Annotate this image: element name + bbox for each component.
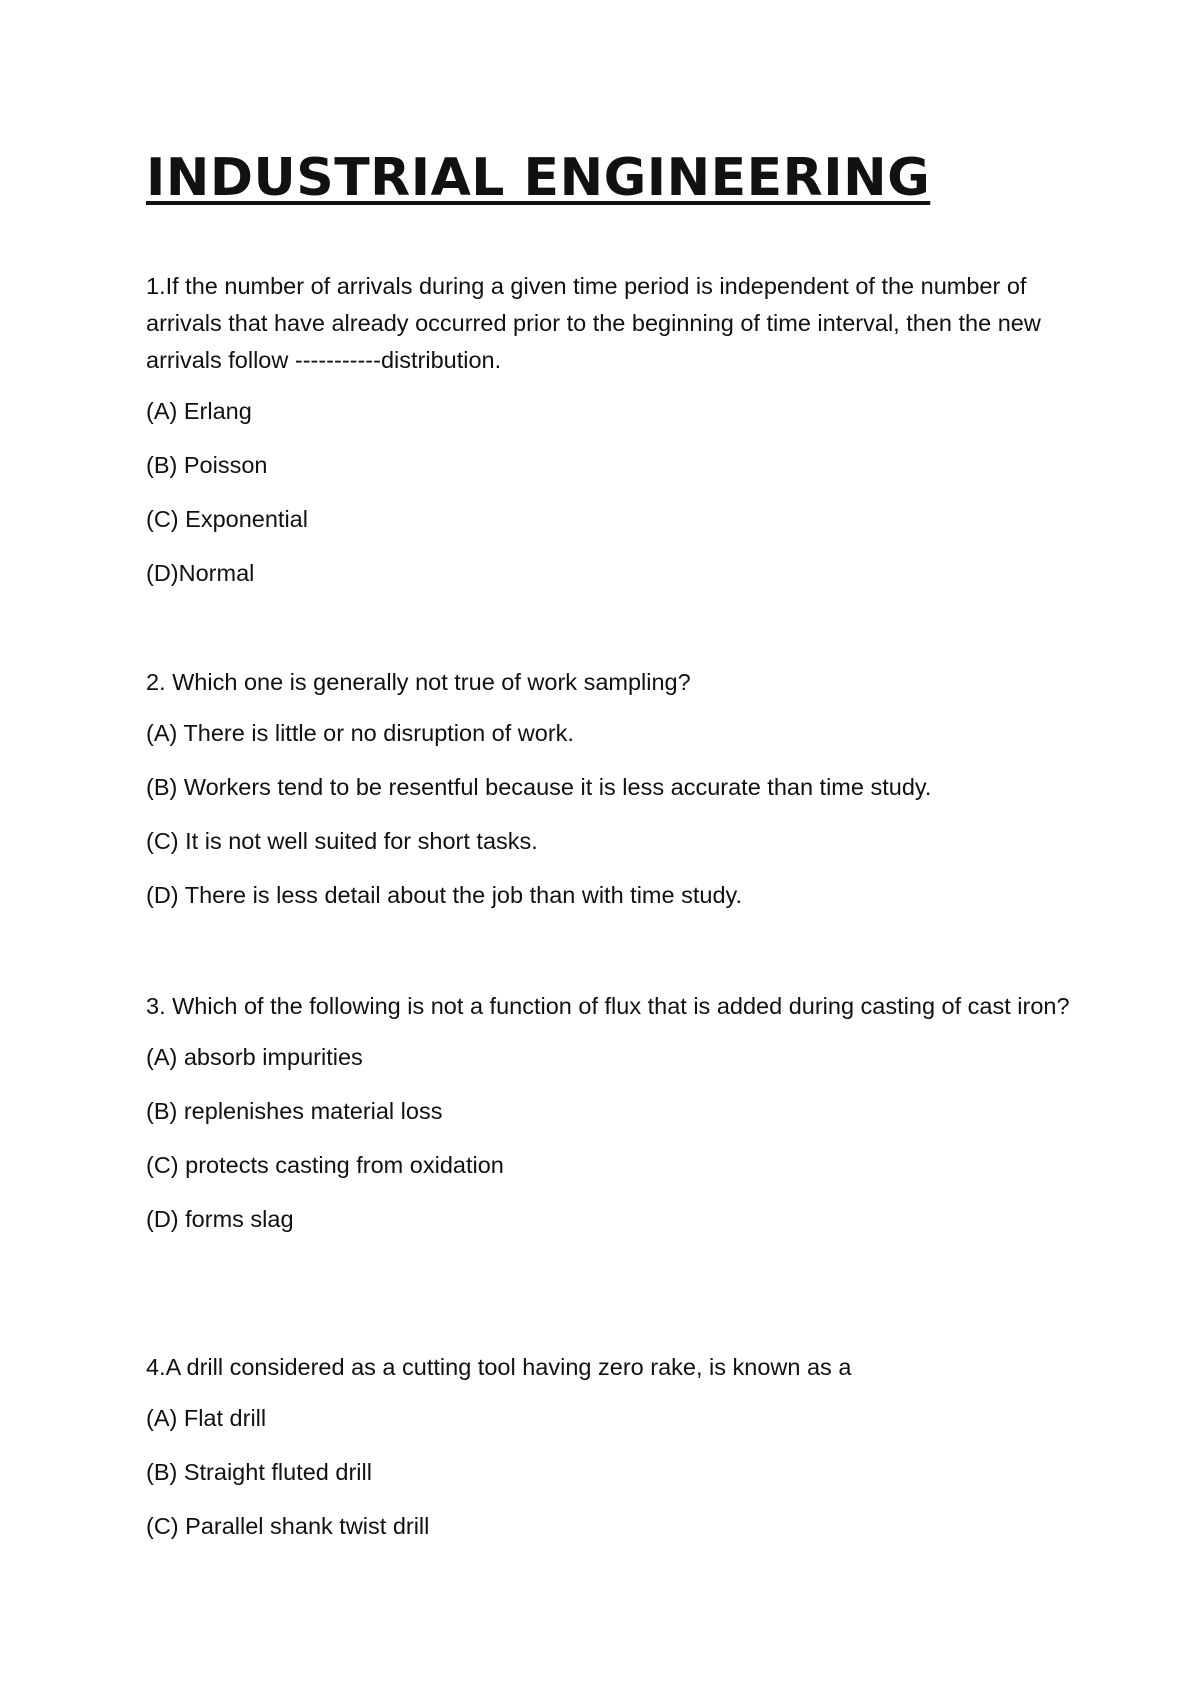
question-3-option-a: (A) absorb impurities	[146, 1044, 363, 1070]
question-2-option-a: (A) There is little or no disruption of work.	[146, 720, 574, 746]
question-2-option-c: (C) It is not well suited for short tasks.	[146, 828, 538, 854]
question-4	[146, 1349, 1096, 1541]
question-3-text: 3. Which of the following is not a function of flux that is added during casting of cast iron?	[146, 993, 1070, 1019]
document-title: INDUSTRIAL ENGINEERING	[146, 148, 931, 208]
question-1	[146, 268, 1096, 588]
question-3-option-b: (B) replenishes material loss	[146, 1098, 443, 1124]
question-3-option-d: (D) forms slag	[146, 1206, 294, 1232]
question-2	[146, 664, 1096, 910]
question-1-option-a: (A) Erlang	[146, 398, 252, 424]
question-3-option-c: (C) protects casting from oxidation	[146, 1152, 504, 1178]
question-2-option-d: (D) There is less detail about the job than with time study.	[146, 882, 743, 908]
question-4-option-b: (B) Straight fluted drill	[146, 1459, 372, 1485]
question-4-option-a: (A) Flat drill	[146, 1405, 267, 1431]
question-1-option-d: (D)Normal	[146, 560, 255, 586]
question-2-option-b: (B) Workers tend to be resentful because it is less accurate than time study.	[146, 774, 932, 800]
question-4-option-c: (C) Parallel shank twist drill	[146, 1513, 430, 1539]
question-3	[146, 988, 1096, 1234]
question-1-option-b: (B) Poisson	[146, 452, 268, 478]
question-1-text: 1.If the number of arrivals during a given time period is independent of the number of arrivals that have already occurred prior to the beginning of time interval, then the new arrivals follow -----------distribution.	[146, 273, 1041, 373]
question-2-text: 2. Which one is generally not true of work sampling?	[146, 669, 691, 695]
question-1-option-c: (C) Exponential	[146, 506, 308, 532]
question-4-text: 4.A drill considered as a cutting tool having zero rake, is known as a	[146, 1354, 852, 1380]
